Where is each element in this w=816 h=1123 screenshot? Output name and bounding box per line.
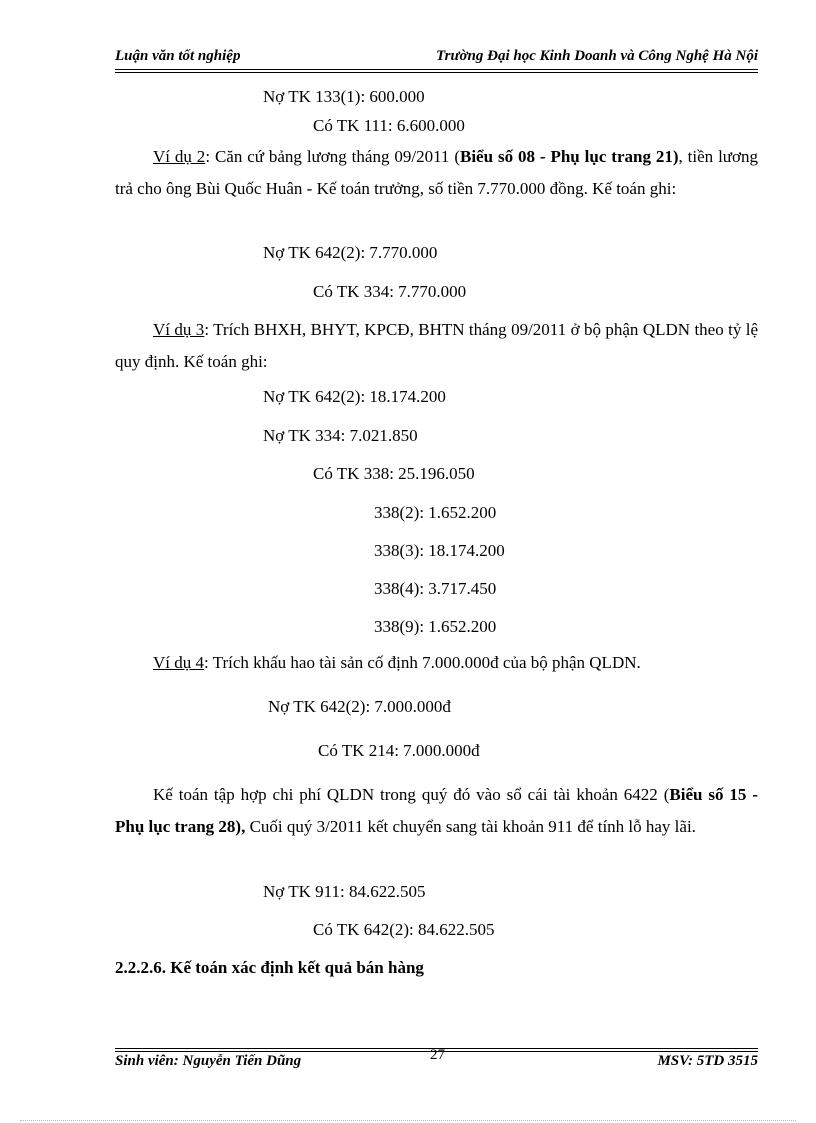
example4-label: Ví dụ 4 — [153, 653, 204, 672]
example3-label: Ví dụ 3 — [153, 320, 205, 339]
summary-reference: Biểu số 15 - Phụ lục trang 28), — [115, 785, 758, 836]
example2-reference: Biểu số 08 - Phụ lục trang 21) — [460, 147, 679, 166]
example4-paragraph: Ví dụ 4: Trích khấu hao tài sản cố định 7.000.000đ của bộ phận QLDN. — [153, 653, 641, 672]
summary-credit: Có TK 642(2): 84.622.505 — [313, 920, 495, 939]
example4-debit: Nợ TK 642(2): 7.000.000đ — [268, 697, 451, 716]
example2-debit: Nợ TK 642(2): 7.770.000 — [263, 243, 438, 262]
section-heading: 2.2.2.6. Kế toán xác định kết quả bán hàng — [115, 958, 424, 977]
header-right: Trường Đại học Kinh Doanh và Công Nghệ Hà Nội — [436, 48, 758, 64]
summary-debit: Nợ TK 911: 84.622.505 — [263, 882, 426, 901]
example3-credit-338: Có TK 338: 25.196.050 — [313, 464, 475, 483]
example2-paragraph: Ví dụ 2: Căn cứ bảng lương tháng 09/2011 (Biểu số 08 - Phụ lục trang 21), tiền lương trả cho ông Bùi Quốc Huân - Kế toán trưởng, số tiền 7.770.000 đồng. Kế toán ghi: — [115, 147, 758, 198]
example3-sub-3384: 338(4): 3.717.450 — [374, 579, 497, 598]
entry-debit-133: Nợ TK 133(1): 600.000 — [263, 87, 425, 106]
example3-sub-3382: 338(2): 1.652.200 — [374, 503, 497, 522]
footer-student-id: MSV: 5TD 3515 — [657, 1053, 758, 1069]
page-header — [115, 48, 758, 70]
page-number: 27 — [430, 1047, 445, 1063]
header-left: Luận văn tốt nghiệp — [115, 48, 241, 64]
example3-paragraph: Ví dụ 3: Trích BHXH, BHYT, KPCĐ, BHTN tháng 09/2011 ở bộ phận QLDN theo tỷ lệ quy định. Kế toán ghi: — [115, 320, 759, 371]
example3-sub-3389: 338(9): 1.652.200 — [374, 617, 497, 636]
example3-sub-3383: 338(3): 18.174.200 — [374, 541, 505, 560]
example3-debit-642: Nợ TK 642(2): 18.174.200 — [263, 387, 446, 406]
example2-label: Ví dụ 2 — [153, 147, 206, 166]
page-edge-dotted-line — [20, 1120, 796, 1121]
header-rule-top — [115, 69, 758, 70]
example2-credit: Có TK 334: 7.770.000 — [313, 282, 467, 301]
header-rule-bottom — [115, 72, 758, 73]
page-footer — [115, 1047, 758, 1075]
example4-credit: Có TK 214: 7.000.000đ — [318, 741, 480, 760]
summary-paragraph: Kế toán tập hợp chi phí QLDN trong quý đó vào sổ cái tài khoản 6422 (Biểu số 15 - Phụ lục trang 28), Cuối quý 3/2011 kết chuyển sang tài khoản 911 để tính lỗ hay lãi. — [115, 785, 758, 836]
entry-credit-111: Có TK 111: 6.600.000 — [313, 116, 465, 135]
example3-debit-334: Nợ TK 334: 7.021.850 — [263, 426, 418, 445]
footer-student: Sinh viên: Nguyễn Tiến Dũng — [115, 1053, 302, 1069]
